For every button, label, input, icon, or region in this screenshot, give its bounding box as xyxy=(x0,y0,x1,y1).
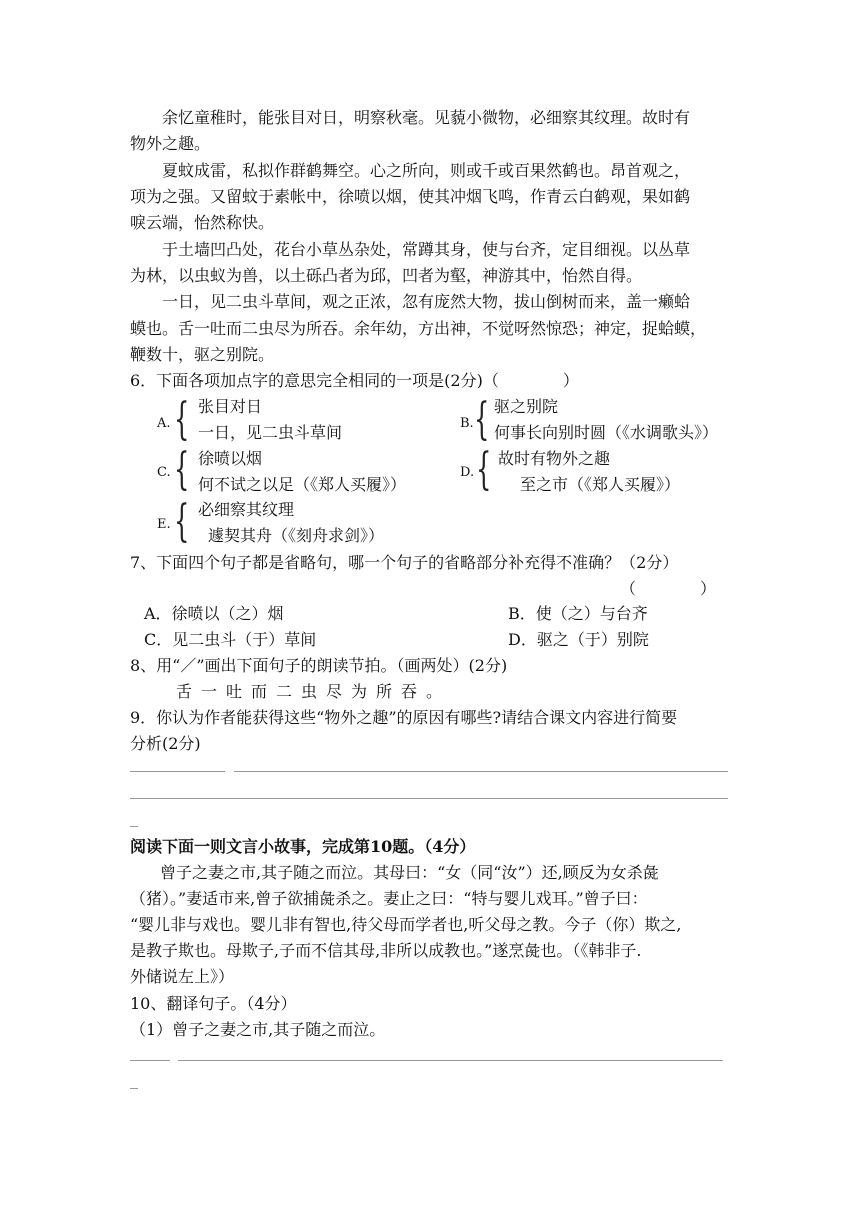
answer-line[interactable] xyxy=(130,1060,170,1061)
question-7-stem: 7、下面四个句子都是省略句，哪一个句子的省略部分补充得不准确？（2分） xyxy=(130,553,679,572)
passage-line: 蟆也。舌一吐而二虫尽为所吞。余年幼，方出神，不觉呀然惊恐；神定，捉蛤蟆， xyxy=(130,319,707,338)
option-d-line2: 至之市（《郑人买履》） xyxy=(520,475,681,494)
passage-line: 项为之强。又留蚊于素帐中，徐喷以烟，使其冲烟飞鸣，作青云白鹤观，果如鹤 xyxy=(130,187,691,206)
brace-icon: { xyxy=(174,394,190,445)
option-c-line1: 徐喷以烟 xyxy=(198,449,263,468)
question-7-option-d: D．驱之（于）别院 xyxy=(508,630,649,649)
answer-line[interactable] xyxy=(130,771,225,772)
option-e-line1: 必细察其纹理 xyxy=(198,500,295,519)
question-9-stem-line2: 分析(2分) xyxy=(130,734,201,753)
option-b-label: B. xyxy=(460,416,474,431)
question-7-option-b: B．使（之）与台齐 xyxy=(508,604,648,623)
answer-line-stub xyxy=(130,1088,138,1089)
passage-line: 唳云端，怡然称快。 xyxy=(130,213,275,232)
option-c-line2: 何不试之以足（《郑人买履》） xyxy=(198,475,407,494)
brace-icon: { xyxy=(174,496,190,547)
question-10-stem: 10、翻译句子。（4分） xyxy=(130,994,297,1013)
option-d-line1: 故时有物外之趣 xyxy=(498,449,611,468)
reading-line: 曾子之妻之市,其子随之而泣。其母曰：“女（同“汝”）还,顾反为女杀彘 xyxy=(160,863,659,882)
question-6-stem: 6．下面各项加点字的意思完全相同的一项是(2分)（ ） xyxy=(130,371,579,390)
brace-icon: { xyxy=(474,394,490,445)
question-8-stem: 8、用“／”画出下面句子的朗读节拍。（画两处）(2分) xyxy=(130,656,508,675)
brace-icon: { xyxy=(174,444,190,495)
passage-line: 一日，见二虫斗草间，观之正浓，忽有庞然大物，拔山倒树而来，盖一癞蛤 xyxy=(162,292,691,311)
passage-line: 余忆童稚时，能张目对日，明察秋毫。见藐小微物，必细察其纹理。故时有 xyxy=(162,108,691,127)
passage-line: 鞭数十，驱之别院。 xyxy=(130,345,275,364)
option-b-line2: 何事长向别时圆（《水调歌头》） xyxy=(494,423,719,442)
option-b-line1: 驱之别院 xyxy=(494,397,559,416)
question-9-stem-line1: 9．你认为作者能获得这些“物外之趣”的原因有哪些?请结合课文内容进行简要 xyxy=(130,708,678,727)
answer-line[interactable] xyxy=(234,771,728,772)
option-d-label: D. xyxy=(460,465,475,480)
option-a-label: A. xyxy=(157,416,171,431)
passage-line: 物外之趣。 xyxy=(130,134,211,153)
answer-line-stub xyxy=(130,826,138,827)
passage-line: 为林，以虫蚁为兽，以土砾凸者为邱，凹者为壑，神游其中，怡然自得。 xyxy=(130,266,643,285)
answer-line[interactable] xyxy=(130,798,728,799)
question-10-sub1: （1）曾子之妻之市,其子随之而泣。 xyxy=(130,1020,386,1039)
question-8-sentence: 舌一吐而二虫尽为所吞。 xyxy=(176,682,452,701)
brace-icon: { xyxy=(476,444,492,495)
passage-line: 于土墙凹凸处，花台小草丛杂处，常蹲其身，使与台齐，定目细视。以丛草 xyxy=(162,240,691,259)
question-7-option-a: A．徐喷以（之）烟 xyxy=(144,604,284,623)
reading-line: “婴儿非与戏也。婴儿非有智也,待父母而学者也,听父母之教。今子（你）欺之, xyxy=(130,915,682,934)
option-c-label: C. xyxy=(157,465,171,480)
reading-heading: 阅读下面一则文言小故事，完成第10题。（4分） xyxy=(130,837,476,856)
passage-line: 夏蚊成雷，私拟作群鹤舞空。心之所向，则或千或百果然鹤也。昂首观之， xyxy=(162,161,691,180)
reading-line: （猪）。”妻适市来,曾子欲捕彘杀之。妻止之曰：“特与婴儿戏耳。”曾子曰： xyxy=(130,889,648,908)
option-a-line2: 一日，见二虫斗草间 xyxy=(198,423,343,442)
option-e-label: E. xyxy=(157,517,171,532)
reading-line: 是教子欺也。母欺子,子而不信其母,非所以成教也。”遂烹彘也。（《韩非子. xyxy=(130,941,642,960)
reading-line: 外储说左上》） xyxy=(130,967,235,986)
option-e-line2: 遽契其舟（《刻舟求剑》） xyxy=(208,526,385,545)
answer-line[interactable] xyxy=(178,1060,723,1061)
question-7-answer-paren: （ ） xyxy=(620,579,717,598)
question-7-option-c: C．见二虫斗（于）草间 xyxy=(144,630,317,649)
option-a-line1: 张目对日 xyxy=(198,397,263,416)
